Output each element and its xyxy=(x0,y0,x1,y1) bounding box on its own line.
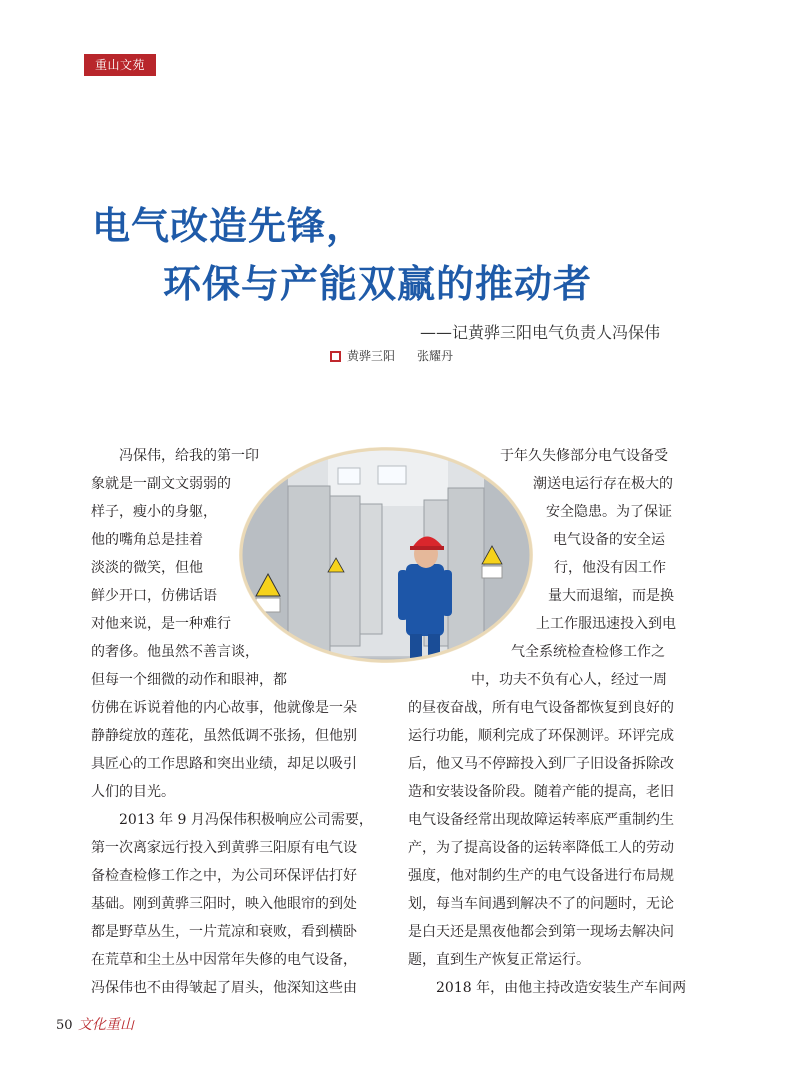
right-column-line: 中，功夫不负有心人，经过一周 xyxy=(471,672,667,688)
right-column-line: 量大而退缩，而是换 xyxy=(548,588,674,604)
article-subtitle: ——记黄骅三阳电气负责人冯保伟 xyxy=(420,323,661,342)
bullet-square-icon xyxy=(330,351,341,362)
right-column-line: 安全隐患。为了保证 xyxy=(546,504,672,520)
right-column-line: 产，为了提高设备的运转率降低工人的劳动 xyxy=(408,840,674,856)
left-column-line: 冯保伟，给我的第一印 xyxy=(119,448,259,464)
right-column-line: 划，每当车间遇到解决不了的问题时，无论 xyxy=(408,896,674,912)
left-column-line: 静静绽放的莲花，虽然低调不张扬，但他别 xyxy=(91,728,357,744)
right-column-line: 强度，他对制约生产的电气设备进行布局规 xyxy=(408,868,674,884)
magazine-logo: 文化重山 xyxy=(78,1017,134,1033)
right-column-line: 电气设备的安全运 xyxy=(553,532,665,548)
author-name: 张耀丹 xyxy=(417,349,454,363)
left-column-line: 2013 年 9 月冯保伟积极响应公司需要， xyxy=(119,812,373,828)
right-column-line: 的昼夜奋战，所有电气设备都恢复到良好的 xyxy=(408,700,674,716)
right-column-line: 是白天还是黑夜他都会到第一现场去解决问 xyxy=(408,924,674,940)
left-column-line: 在荒草和尘土丛中因常年失修的电气设备， xyxy=(91,952,357,968)
left-column-line: 具匠心的工作思路和突出业绩，却足以吸引 xyxy=(91,756,357,772)
worker-in-switchgear-room-photo xyxy=(238,446,534,664)
right-column-line: 电气设备经常出现故障运转率底严重制约生 xyxy=(408,812,674,828)
left-column-line: 冯保伟也不由得皱起了眉头，他深知这些由 xyxy=(91,980,357,996)
author-org: 黄骅三阳 xyxy=(347,349,396,363)
left-column-line: 样子，瘦小的身躯， xyxy=(91,504,217,520)
left-column-line: 对他来说，是一种难行 xyxy=(91,616,231,632)
left-column-line: 淡淡的微笑，但他 xyxy=(91,560,203,576)
left-column-line: 但每一个细微的动作和眼神，都 xyxy=(91,672,287,688)
right-column-line: 气全系统检查检修工作之 xyxy=(511,644,665,660)
right-column-line: 题，直到生产恢复正常运行。 xyxy=(408,952,590,968)
left-column-line: 第一次离家远行投入到黄骅三阳原有电气设 xyxy=(91,840,357,856)
article-title-line-1: 电气改造先锋， xyxy=(92,204,366,248)
right-column-line: 造和安装设备阶段。随着产能的提高，老旧 xyxy=(408,784,674,800)
right-column-line: 2018 年，由他主持改造安装生产车间两 xyxy=(436,980,687,996)
left-column-line: 象就是一副文文弱弱的 xyxy=(91,476,231,492)
left-column-line: 基础。刚到黄骅三阳时，映入他眼帘的到处 xyxy=(91,896,357,912)
right-column-line: 潮送电运行存在极大的 xyxy=(533,476,673,492)
right-column-line: 行，他没有因工作 xyxy=(554,560,666,576)
section-tag: 重山文苑 xyxy=(84,54,156,76)
page-number: 50 xyxy=(56,1018,73,1033)
left-column-line: 人们的目光。 xyxy=(91,784,175,800)
left-column-line: 的奢侈。他虽然不善言谈， xyxy=(91,644,259,660)
left-column-line: 仿佛在诉说着他的内心故事，他就像是一朵 xyxy=(91,700,357,716)
byline xyxy=(330,347,453,364)
left-column-line: 都是野草丛生，一片荒凉和衰败，看到横卧 xyxy=(91,924,357,940)
right-column-line: 后，他又马不停蹄投入到厂子旧设备拆除改 xyxy=(408,756,674,772)
right-column-line: 于年久失修部分电气设备受 xyxy=(500,448,668,464)
right-column-line: 运行功能，顺利完成了环保测评。环评完成 xyxy=(408,728,674,744)
right-column-line: 上工作服迅速投入到电 xyxy=(536,616,676,632)
article-title-line-2: 环保与产能双赢的推动者 xyxy=(163,262,593,306)
left-column-line: 他的嘴角总是挂着 xyxy=(91,532,203,548)
left-column-line: 鲜少开口，仿佛话语 xyxy=(91,588,217,604)
left-column-line: 备检查检修工作之中，为公司环保评估打好 xyxy=(91,868,357,884)
